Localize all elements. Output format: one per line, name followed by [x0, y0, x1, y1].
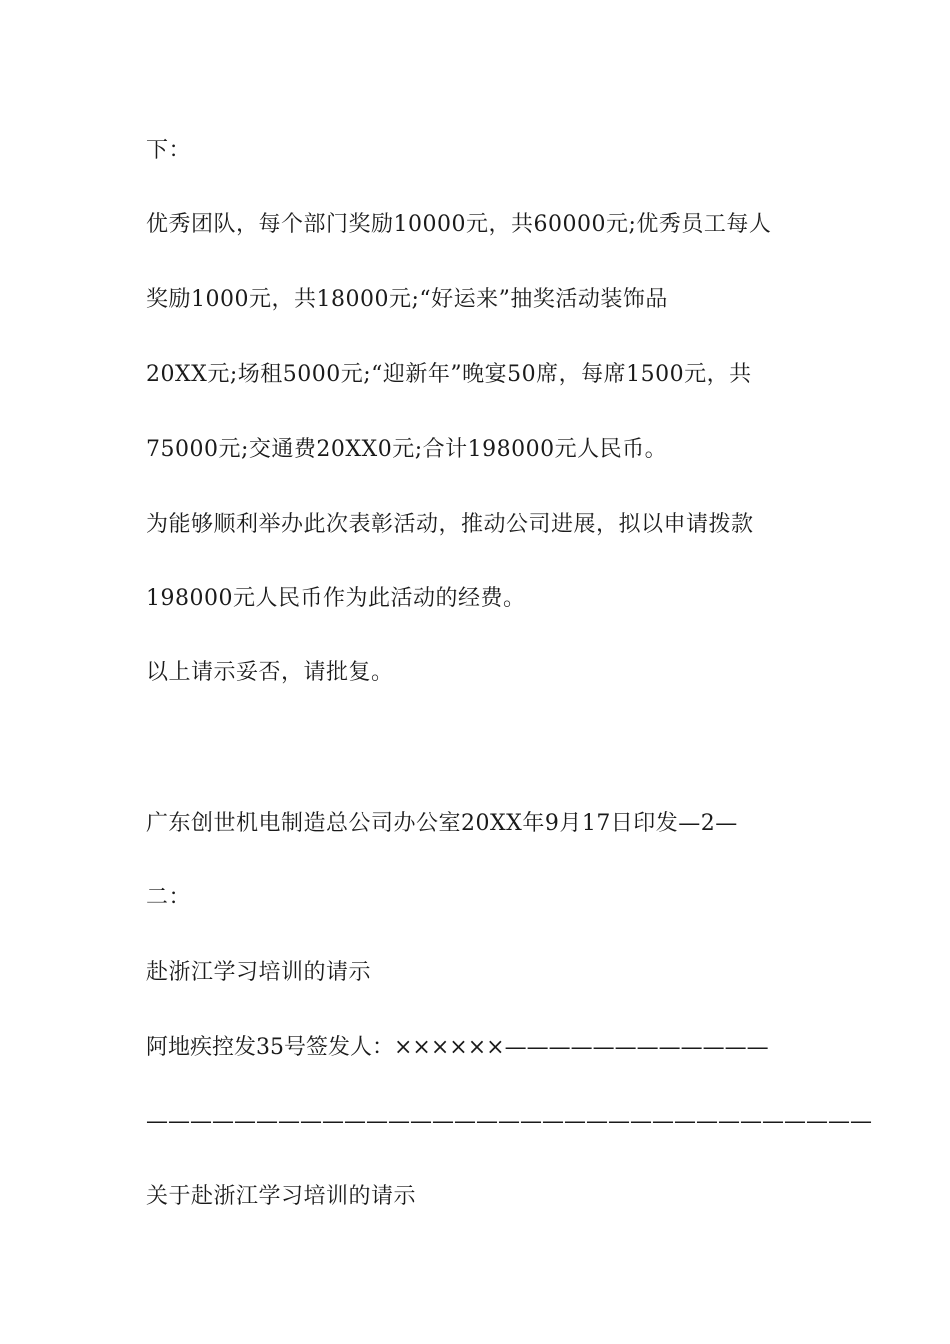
- section-title: 赴浙江学习培训的请示: [146, 960, 372, 985]
- separator-rule: —————————————————————————————————: [146, 1109, 872, 1134]
- text-line-document-number: 阿地疾控发35号签发人：××××××————————————: [146, 1035, 769, 1060]
- text-line-team-award: 优秀团队，每个部门奖励10000元，共60000元;优秀员工每人: [146, 212, 772, 237]
- text-line-approval: 以上请示妥否，请批复。: [146, 660, 394, 685]
- text-line-venue-banquet: 20XX元;场租5000元;“迎新年”晚宴50席，每席1500元，共: [146, 362, 752, 387]
- text-line-issuer: 广东创世机电制造总公司办公室20XX年9月17日印发—2—: [146, 811, 738, 836]
- text-line-request: 为能够顺利举办此次表彰活动，推动公司进展，拟以申请拨款: [146, 512, 754, 537]
- text-line-request-amount: 198000元人民币作为此活动的经费。: [146, 586, 526, 611]
- text-line-employee-award: 奖励1000元，共18000元;“好运来”抽奖活动装饰品: [146, 287, 668, 312]
- text-line-total: 75000元;交通费20XX0元;合计198000元人民币。: [146, 437, 668, 462]
- document-heading: 关于赴浙江学习培训的请示: [146, 1184, 417, 1209]
- section-number: 二：: [146, 885, 192, 910]
- text-line-continuation: 下：: [146, 138, 192, 163]
